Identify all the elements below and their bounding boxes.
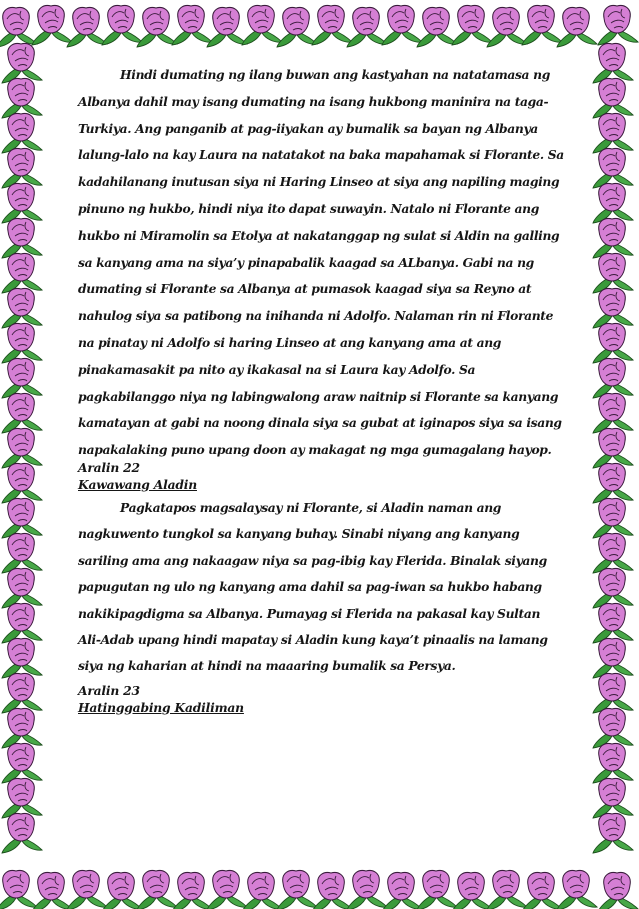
rose-icon: [593, 639, 633, 679]
rose-icon: [0, 8, 37, 48]
rose-icon: [593, 569, 633, 609]
rose-icon: [32, 873, 72, 909]
rose-icon: [593, 674, 633, 714]
rose-icon: [593, 254, 633, 294]
lesson-number: Aralin 22: [78, 459, 140, 475]
rose-icon: [593, 744, 633, 784]
rose-icon: [277, 871, 317, 909]
rose-icon: [452, 6, 492, 46]
rose-icon: [2, 779, 42, 819]
lesson-number: Aralin 23: [78, 682, 140, 698]
rose-icon: [2, 219, 42, 259]
rose-icon: [593, 394, 633, 434]
rose-icon: [2, 744, 42, 784]
rose-icon: [593, 149, 633, 189]
rose-icon: [593, 219, 633, 259]
rose-icon: [67, 8, 107, 48]
rose-icon: [312, 6, 352, 46]
rose-icon: [312, 873, 352, 909]
rose-icon: [242, 873, 282, 909]
rose-icon: [277, 8, 317, 48]
rose-icon: [2, 814, 42, 854]
rose-icon: [2, 464, 42, 504]
rose-icon: [2, 569, 42, 609]
rose-icon: [67, 871, 107, 909]
summary-paragraph: Hindi dumating ng ilang buwan ang kastyahan na natatamasa ng Albanya dahil may isang dumating na isang hukbong maninira na taga-Turkiya. Ang panganib at pag-iiyakan ay bumalik sa bayan ng Albanya lalung-lalo na kay Laura na natatakot na baka mapahamak si Florante. Sa kadahilanang inutusan siya ni Haring Linseo at siya ang napiling maging pinuno ng hukbo, hindi niya ito dapat suwayin. Natalo ni Florante ang hukbo ni Miramolin sa Etolya at nakatanggap ng sulat si Aldin na galling sa kanyang ama na siya’y pinapabalik kaagad sa ALbanya. Gabi na ng dumating si Florante sa Albanya at pumasok kaagad siya sa Reyno at nahulog siya sa patibong na inihanda ni Adolfo. Nalaman rin ni Florante na pinatay ni Adolfo si haring Linseo at ang kanyang ama at ang pinakamasakit pa nito ay ikakasal na si Laura kay Adolfo. Sa pagkabilanggo niya ng labingwalong araw naitnip si Florante sa kanyang kamatayan at gabi na noong dinala siya sa gubat at iginapos siya sa isang napakalaking puno upang doon ay makagat ng mga gumagalang hayop.: [78, 67, 564, 458]
rose-icon: [598, 6, 638, 46]
rose-icon: [2, 604, 42, 644]
rose-icon: [2, 639, 42, 679]
rose-icon: [593, 359, 633, 399]
rose-icon: [593, 814, 633, 854]
rose-icon: [2, 114, 42, 154]
rose-icon: [557, 8, 597, 48]
rose-icon: [593, 779, 633, 819]
rose-icon: [487, 871, 527, 909]
rose-icon: [242, 6, 282, 46]
rose-icon: [593, 709, 633, 749]
rose-icon: [2, 709, 42, 749]
rose-icon: [593, 289, 633, 329]
rose-icon: [487, 8, 527, 48]
rose-icon: [593, 429, 633, 469]
rose-icon: [32, 6, 72, 46]
rose-icon: [2, 149, 42, 189]
rose-icon: [2, 254, 42, 294]
rose-icon: [593, 604, 633, 644]
rose-icon: [207, 871, 247, 909]
rose-icon: [417, 871, 457, 909]
rose-icon: [593, 499, 633, 539]
rose-icon: [102, 6, 142, 46]
lesson-title: Hatinggabing Kadiliman: [78, 699, 244, 715]
rose-icon: [593, 184, 633, 224]
rose-icon: [522, 6, 562, 46]
rose-icon: [593, 324, 633, 364]
rose-icon: [2, 429, 42, 469]
rose-icon: [172, 873, 212, 909]
rose-icon: [2, 359, 42, 399]
rose-icon: [207, 8, 247, 48]
rose-icon: [593, 79, 633, 119]
rose-icon: [593, 534, 633, 574]
rose-icon: [347, 8, 387, 48]
rose-icon: [452, 873, 492, 909]
rose-icon: [137, 8, 177, 48]
rose-icon: [382, 873, 422, 909]
rose-icon: [382, 6, 422, 46]
lesson-title: Kawawang Aladin: [78, 476, 197, 492]
rose-icon: [172, 6, 212, 46]
rose-icon: [593, 44, 633, 84]
rose-icon: [347, 871, 387, 909]
rose-icon: [598, 873, 638, 909]
rose-icon: [2, 499, 42, 539]
rose-icon: [417, 8, 457, 48]
summary-paragraph: Pagkatapos magsalaysay ni Florante, si Aladin naman ang nagkuwento tungkol sa kanyang buhay. Sinabi niyang ang kanyang sariling ama ang nakaagaw niya sa pag-ibig kay Flerida. Binalak siyang papugutan ng ulo ng kanyang ama dahil sa pag-iwan sa hukbo habang nakikipagdigma sa Albanya. Pumayag si Flerida na pakasal kay Sultan Ali-Adab upang hindi mapatay si Aladin kung kaya’t pinaalis na lamang siya ng kaharian at hindi na maaaring bumalik sa Persya.: [78, 499, 548, 674]
rose-icon: [0, 871, 37, 909]
rose-icon: [2, 324, 42, 364]
rose-icon: [2, 534, 42, 574]
rose-icon: [557, 871, 597, 909]
rose-icon: [2, 674, 42, 714]
rose-icon: [137, 871, 177, 909]
rose-icon: [593, 464, 633, 504]
rose-icon: [2, 289, 42, 329]
rose-icon: [2, 79, 42, 119]
rose-icon: [593, 114, 633, 154]
document-body: [78, 62, 564, 716]
rose-icon: [2, 184, 42, 224]
rose-icon: [2, 394, 42, 434]
rose-icon: [102, 873, 142, 909]
rose-icon: [2, 44, 42, 84]
rose-icon: [522, 873, 562, 909]
